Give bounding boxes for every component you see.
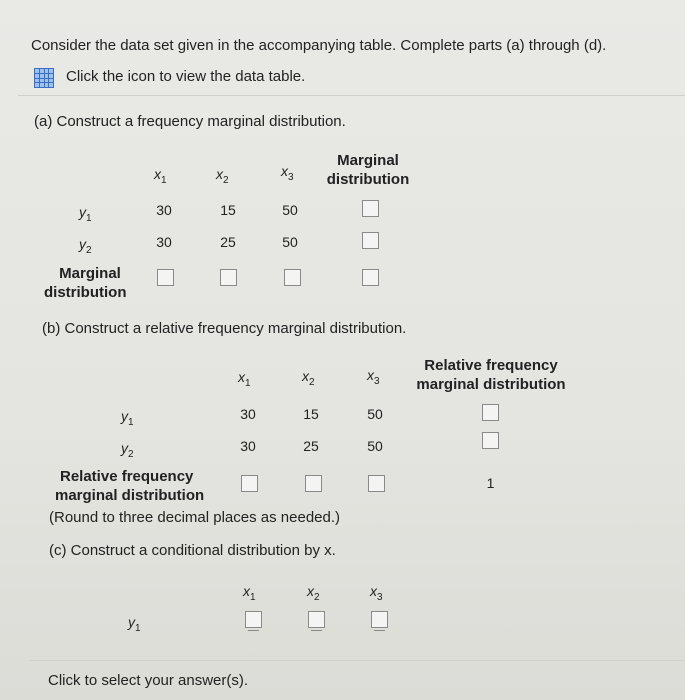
part-a-cell: 15 (220, 202, 236, 218)
part-a-cell: 50 (282, 234, 298, 250)
part-b-title: (b) Construct a relative frequency marginal distribution. (42, 320, 407, 337)
part-c-col-x1: $x_1$ (243, 583, 256, 603)
part-b-cell: 50 (367, 438, 383, 454)
part-c-row-y1-label: $y_1$ (128, 614, 141, 634)
part-a-row-y1-label: $y_1$ (79, 204, 92, 224)
part-a-x1-marginal-input[interactable] (157, 269, 174, 286)
part-c-title: (c) Construct a conditional distribution by x. (49, 542, 336, 559)
part-c-x3-input[interactable] (371, 611, 388, 628)
part-b-col-x2: $x_2$ (302, 368, 315, 388)
part-a-bottom-label: Marginal distribution (44, 265, 127, 301)
part-a-cell: 25 (220, 234, 236, 250)
part-a-col-x2: $x_2$ (216, 166, 229, 186)
part-b-total-value: 1 (486, 475, 495, 491)
part-a-cell: 50 (282, 202, 298, 218)
part-a-y2-marginal-input[interactable] (362, 232, 379, 249)
divider (30, 660, 685, 661)
view-data-table-link[interactable]: Click the icon to view the data table. (66, 68, 306, 85)
part-b-cell: 30 (240, 406, 256, 422)
part-b-x2-relative-input[interactable] (305, 475, 322, 492)
part-b-cell: 50 (367, 406, 383, 422)
part-c-col-x2: $x_2$ (307, 583, 320, 603)
select-answer-prompt[interactable]: Click to select your answer(s). (48, 672, 249, 689)
part-b-row-y1-label: $y_1$ (121, 408, 134, 428)
part-c-x1-input[interactable] (245, 611, 262, 628)
part-b-row-y2-label: $y_2$ (121, 440, 134, 460)
part-a-x3-marginal-input[interactable] (284, 269, 301, 286)
part-b-x1-relative-input[interactable] (241, 475, 258, 492)
part-b-marginal-header: Relative frequency marginal distribution (416, 357, 566, 393)
part-b-col-x1: $x_1$ (238, 369, 251, 389)
divider (18, 95, 685, 96)
part-a-col-x1: $x_1$ (154, 166, 167, 186)
part-a-marginal-header: Marginal distribution (326, 152, 410, 188)
rounding-note: (Round to three decimal places as needed.) (49, 509, 341, 526)
part-b-bottom-label: Relative frequency marginal distribution (55, 468, 205, 504)
part-a-x2-marginal-input[interactable] (220, 269, 237, 286)
part-a-cell: 30 (156, 234, 172, 250)
part-c-col-x3: $x_3$ (370, 583, 383, 603)
part-a-col-x3: $x_3$ (281, 163, 294, 183)
part-a-y1-marginal-input[interactable] (362, 200, 379, 217)
part-a-cell: 30 (156, 202, 172, 218)
intro-text: Consider the data set given in the accompanying table. Complete parts (a) through (d). (31, 37, 607, 54)
part-a-row-y2-label: $y_2$ (79, 236, 92, 256)
part-b-cell: 15 (303, 406, 319, 422)
part-a-title: (a) Construct a frequency marginal distribution. (34, 113, 346, 130)
part-b-y2-relative-input[interactable] (482, 432, 499, 449)
part-b-x3-relative-input[interactable] (368, 475, 385, 492)
part-a-total-input[interactable] (362, 269, 379, 286)
part-c-x2-input[interactable] (308, 611, 325, 628)
part-b-cell: 30 (240, 438, 256, 454)
data-table-icon[interactable] (34, 68, 54, 88)
part-b-cell: 25 (303, 438, 319, 454)
part-b-y1-relative-input[interactable] (482, 404, 499, 421)
part-b-col-x3: $x_3$ (367, 367, 380, 387)
